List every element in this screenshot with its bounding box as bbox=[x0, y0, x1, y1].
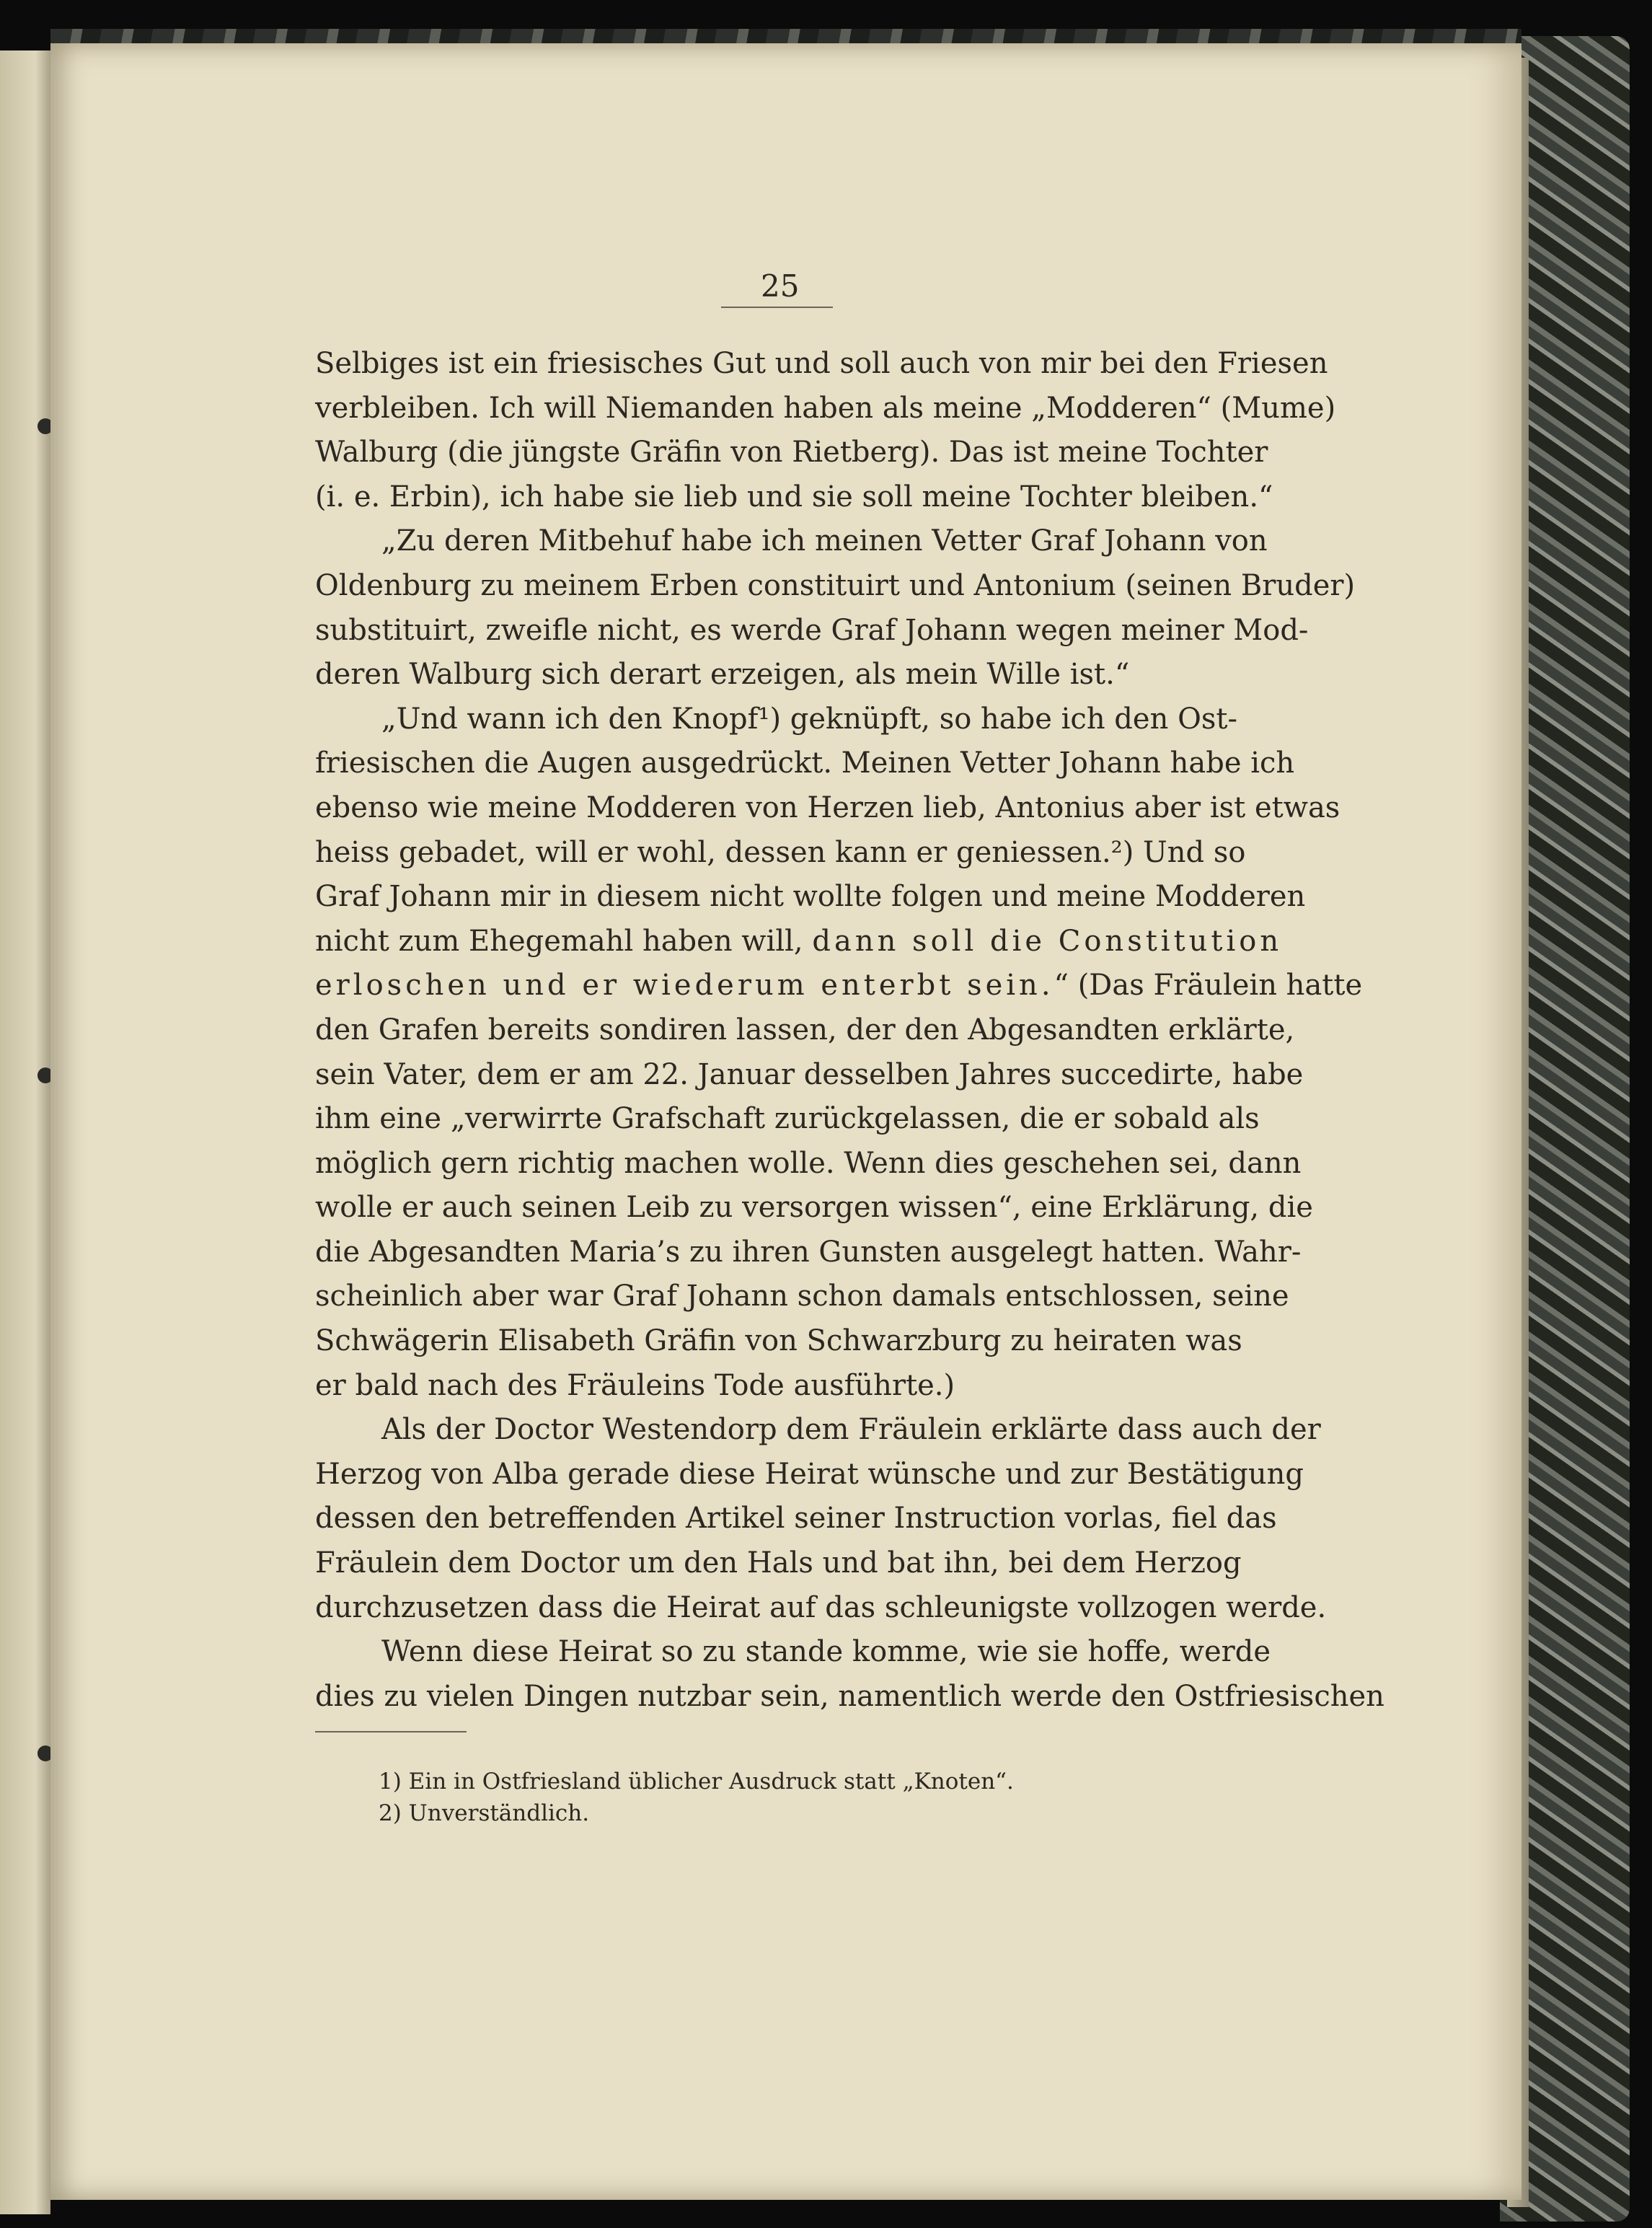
text-line: „Zu deren Mitbehuf habe ich meinen Vetter Graf Johann von bbox=[381, 524, 1268, 558]
text-line: Fräulein dem Doctor um den Hals und bat ihn, bei dem Herzog bbox=[315, 1546, 1242, 1580]
text-line: Wenn diese Heirat so zu stande komme, wie sie hoffe, werde bbox=[381, 1635, 1271, 1669]
text-line: sein Vater, dem er am 22. Januar desselben Jahres succedirte, habe bbox=[315, 1057, 1304, 1091]
text-line: Schwägerin Elisabeth Gräfin von Schwarzburg zu heiraten was bbox=[315, 1324, 1242, 1358]
body-text bbox=[315, 342, 1384, 1719]
spaced-text-segment: dann soll die Constitution bbox=[812, 924, 1283, 958]
text-line: die Abgesandten Maria’s zu ihren Gunsten ausgelegt hatten. Wahr- bbox=[315, 1235, 1302, 1269]
text-line: Als der Doctor Westendorp dem Fräulein erklärte dass auch der bbox=[381, 1413, 1321, 1447]
text-line: Walburg (die jüngste Gräfin von Rietberg). Das ist meine Tochter bbox=[315, 436, 1268, 470]
text-segment: “ (Das Fräulein hatte bbox=[1054, 969, 1363, 1003]
spaced-text-segment: erloschen und er wiederum enterbt sein. bbox=[315, 969, 1054, 1003]
text-line: wolle er auch seinen Leib zu versorgen wissen“, eine Erklärung, die bbox=[315, 1191, 1313, 1225]
text-line: dessen den betreffenden Artikel seiner Instruction vorlas, fiel das bbox=[315, 1502, 1277, 1536]
text-line: möglich gern richtig machen wolle. Wenn dies geschehen sei, dann bbox=[315, 1146, 1302, 1180]
page-number-rule bbox=[721, 307, 833, 308]
text-line: Graf Johann mir in diesem nicht wollte folgen und meine Modderen bbox=[315, 880, 1306, 914]
text-line: den Grafen bereits sondiren lassen, der den Abgesandten erklärte, bbox=[315, 1013, 1295, 1047]
text-line: heiss gebadet, will er wohl, dessen kann er geniessen.²) Und so bbox=[315, 835, 1246, 869]
text-line: er bald nach des Fräuleins Tode ausführte.) bbox=[315, 1368, 955, 1402]
text-line: ebenso wie meine Modderen von Herzen lieb, Antonius aber ist etwas bbox=[315, 791, 1340, 824]
text-line: friesischen die Augen ausgedrückt. Meinen Vetter Johann habe ich bbox=[315, 747, 1295, 780]
footnote-rule bbox=[315, 1731, 467, 1732]
text-line: dies zu vielen Dingen nutzbar sein, namentlich werde den Ostfriesischen bbox=[315, 1679, 1384, 1713]
text-line: Herzog von Alba gerade diese Heirat wünsche und zur Bestätigung bbox=[315, 1457, 1304, 1491]
text-line: ihm eine „verwirrte Grafschaft zurückgelassen, die er sobald als bbox=[315, 1102, 1260, 1136]
text-line: durchzusetzen dass die Heirat auf das schleunigste vollzogen werde. bbox=[315, 1590, 1327, 1624]
text-line: Selbiges ist ein friesisches Gut und soll auch von mir bei den Friesen bbox=[315, 347, 1328, 380]
text-line: substituirt, zweifle nicht, es werde Graf Johann wegen meiner Mod- bbox=[315, 613, 1309, 647]
text-line: scheinlich aber war Graf Johann schon damals entschlossen, seine bbox=[315, 1280, 1289, 1313]
text-line: „Und wann ich den Knopf¹) geknüpft, so habe ich den Ost- bbox=[381, 702, 1237, 736]
text-line: Oldenburg zu meinem Erben constituirt und Antonium (seinen Bruder) bbox=[315, 568, 1356, 602]
footnotes bbox=[379, 1766, 1014, 1829]
page-number: 25 bbox=[761, 268, 800, 304]
text-line bbox=[315, 964, 1363, 1008]
text-line: (i. e. Erbin), ich habe sie lieb und sie soll meine Tochter bleiben.“ bbox=[315, 480, 1273, 514]
text-line: verbleiben. Ich will Niemanden haben als meine „Modderen“ (Mume) bbox=[315, 391, 1336, 425]
text-line: deren Walburg sich derart erzeigen, als mein Wille ist.“ bbox=[315, 658, 1130, 692]
footnote: 2) Unverständlich. bbox=[379, 1800, 590, 1826]
footnote: 1) Ein in Ostfriesland üblicher Ausdruck statt „Knoten“. bbox=[379, 1769, 1014, 1795]
facing-page-edge bbox=[0, 50, 50, 2214]
text-line bbox=[315, 920, 1283, 964]
text-segment: nicht zum Ehegemahl haben will, bbox=[315, 924, 813, 958]
